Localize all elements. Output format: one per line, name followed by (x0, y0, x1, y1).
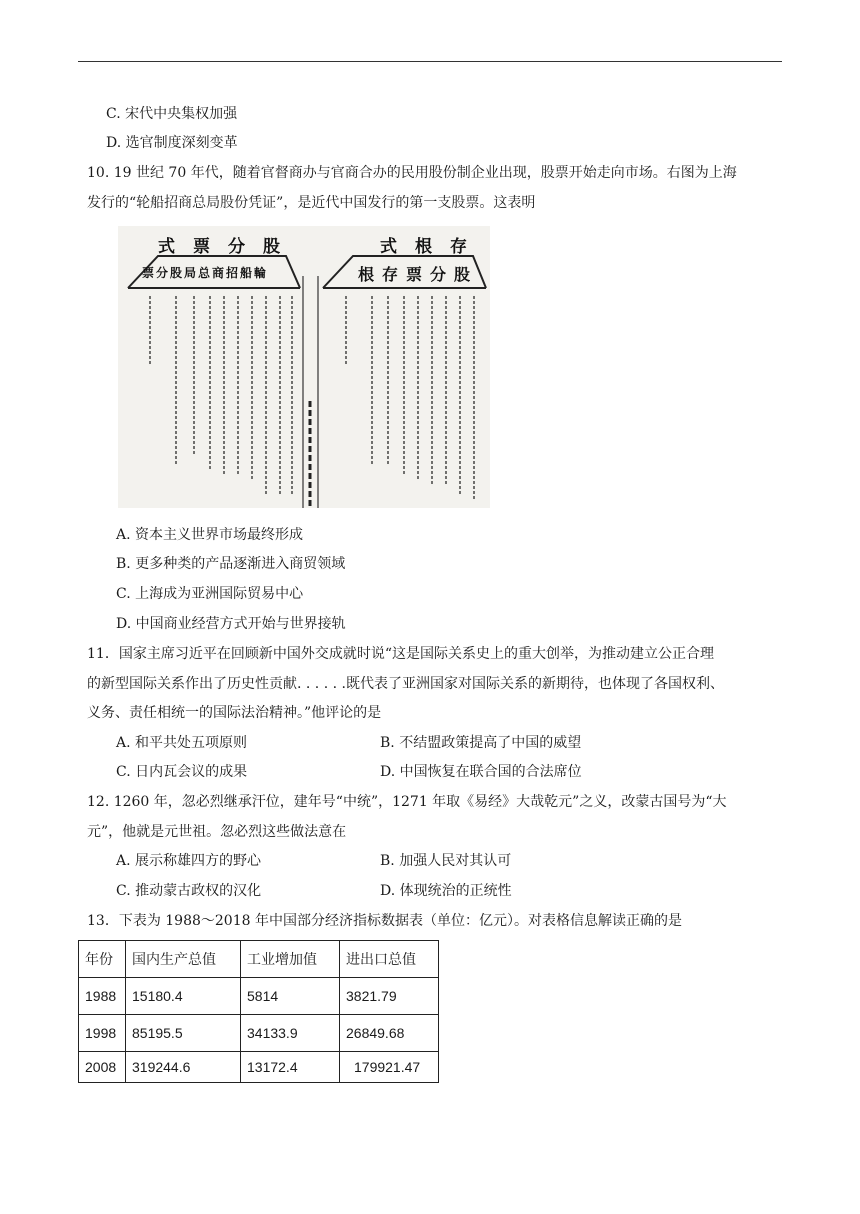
q12-option-d[interactable]: D. 体现统治的正统性 (380, 883, 512, 899)
table-row (79, 1015, 439, 1052)
left-certificate-header: 式票分股 (158, 237, 298, 257)
table-cell: 85195.5 (126, 1015, 241, 1052)
table-header-cell: 进出口总值 (340, 941, 439, 978)
q10-option-b[interactable]: B. 更多种类的产品逐渐进入商贸领域 (116, 556, 346, 572)
table-cell: 319244.6 (126, 1052, 241, 1083)
q10-option-d[interactable]: D. 中国商业经营方式开始与世界接轨 (116, 616, 346, 632)
q10-stock-certificate-image (118, 226, 490, 508)
q13-economic-table (78, 940, 439, 1083)
header-rule (78, 61, 782, 62)
table-cell: 179921.47 (340, 1052, 439, 1083)
q13-stem: 13．下表为 1988～2018 年中国部分经济指标数据表（单位：亿元）。对表格信息解读正确的是 (87, 913, 682, 929)
q10-option-c[interactable]: C. 上海成为亚洲国际贸易中心 (116, 586, 304, 602)
q11-option-b[interactable]: B. 不结盟政策提高了中国的威望 (380, 735, 582, 751)
table-cell: 1998 (79, 1015, 126, 1052)
table-cell: 2008 (79, 1052, 126, 1083)
table-cell: 1988 (79, 978, 126, 1015)
q10-option-a[interactable]: A. 资本主义世界市场最终形成 (116, 527, 304, 543)
table-row (79, 1052, 439, 1083)
q12-stem-line1: 12. 1260 年，忽必烈继承汗位，建年号“中统”，1271 年取《易经》大哉乾元”之义，改蒙古国号为“大 (87, 794, 727, 810)
table-cell: 13172.4 (241, 1052, 340, 1083)
q12-stem-line2: 元”，他就是元世祖。忽必烈这些做法意在 (87, 824, 347, 840)
table-cell: 26849.68 (340, 1015, 439, 1052)
q11-option-d[interactable]: D. 中国恢复在联合国的合法席位 (380, 764, 582, 780)
table-header-cell: 国内生产总值 (126, 941, 241, 978)
table-cell: 34133.9 (241, 1015, 340, 1052)
right-certificate-header: 式根存 (380, 237, 485, 257)
table-header-cell: 工业增加值 (241, 941, 340, 978)
q12-option-c[interactable]: C. 推动蒙古政权的汉化 (116, 883, 262, 899)
table-row (79, 978, 439, 1015)
table-cell: 5814 (241, 978, 340, 1015)
q11-stem-line1: 11．国家主席习近平在回顾新中国外交成就时说“这是国际关系史上的重大创举，为推动建立公正合理 (87, 646, 714, 662)
table-cell: 3821.79 (340, 978, 439, 1015)
q10-stem-line2: 发行的“轮船招商总局股份凭证”，是近代中国发行的第一支股票。这表明 (87, 195, 536, 211)
table-cell: 15180.4 (126, 978, 241, 1015)
q9-option-d[interactable]: D. 选官制度深刻变革 (106, 135, 238, 151)
left-certificate-title: 票分股局总商招船輪 (142, 266, 269, 280)
table-header-row (79, 941, 439, 978)
table-header-cell: 年份 (79, 941, 126, 978)
q9-option-c[interactable]: C. 宋代中央集权加强 (106, 106, 238, 122)
q12-option-a[interactable]: A. 展示称雄四方的野心 (116, 853, 262, 869)
q11-option-a[interactable]: A. 和平共处五项原则 (116, 735, 248, 751)
q10-stem-line1: 10. 19 世纪 70 年代，随着官督商办与官商合办的民用股份制企业出现，股票开始走向市场。右图为上海 (87, 165, 737, 181)
q11-stem-line3: 义务、责任相统一的国际法治精神。”他评论的是 (87, 705, 382, 721)
right-certificate-title: 根存票分股 (358, 265, 479, 284)
q11-stem-line2: 的新型国际关系作出了历史性贡献. . . . . .既代表了亚洲国家对国际关系的新期待，也体现了各国权利、 (87, 676, 724, 692)
q12-option-b[interactable]: B. 加强人民对其认可 (380, 853, 512, 869)
q11-option-c[interactable]: C. 日内瓦会议的成果 (116, 764, 248, 780)
